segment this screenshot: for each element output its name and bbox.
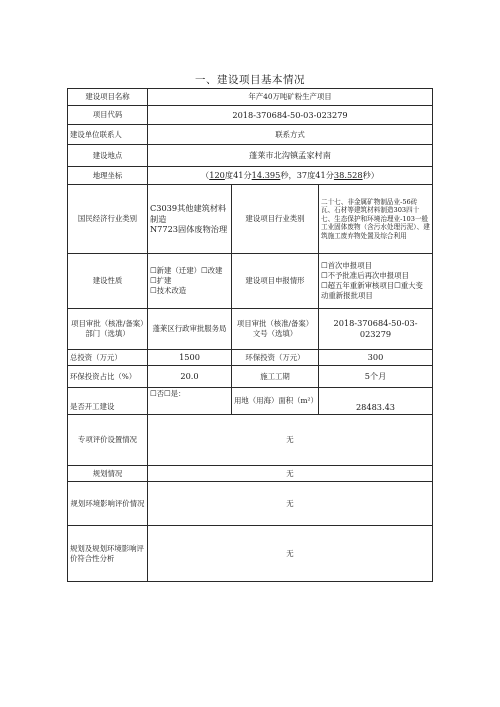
table-row-investment [68, 350, 433, 366]
planning-eia-label: 规划环境影响评价情况 [68, 482, 148, 526]
project-code-value: 2018-370684-50-03-023279 [148, 106, 433, 125]
table-row-coordinates [68, 167, 433, 185]
nature-options [148, 254, 232, 309]
env-ratio-label: 环保投资占比（%） [68, 366, 148, 388]
project-name-label: 建设项目名称 [68, 89, 148, 106]
table-row-approval [68, 309, 433, 350]
planning-eia-value: 无 [148, 482, 433, 526]
env-ratio-value: 20.0 [148, 366, 232, 388]
approval-doc-value: 2018-370684-50-03-023279 [319, 309, 433, 350]
nature-option-new: ☐新建（迁建）☐改建 [150, 266, 223, 276]
planning-label: 规划情况 [68, 466, 148, 482]
nature-label: 建设性质 [68, 254, 148, 309]
location-label: 建设地点 [68, 145, 148, 167]
coord-lat-sec: 38.528 [333, 170, 363, 181]
total-investment-value: 1500 [148, 350, 232, 366]
industry-value-2: N7723固体废物治理 [150, 224, 228, 235]
table-row-planning-eia [68, 482, 433, 526]
table-row-planning [68, 466, 433, 482]
started-value: ☐否☐是： [148, 388, 232, 415]
approval-dept-value: 蓬莱区行政审批服务局 [148, 309, 232, 350]
planning-value: 无 [148, 466, 433, 482]
env-investment-value: 300 [319, 350, 433, 366]
planning-conformity-label: 规划及规划环境影响评价符合性分析 [68, 526, 148, 582]
coord-lon-sec: 14.395 [251, 170, 281, 181]
table-row-location [68, 145, 433, 167]
land-area-label: 用地（用海）面积（m²） [232, 388, 319, 415]
contact-method-label: 联系方式 [148, 125, 433, 145]
project-industry-value: 二十七、非金属矿物制品业-56砖瓦、石材等建筑材料制造303四十七、生态保护和环境治理业-103一般工业固体废物（含污水处理污泥）、建筑施工废弃物处置及综合利用 [319, 185, 433, 254]
declaration-option-resubmit: ☐不予批准后再次申报项目 [321, 271, 409, 281]
table-row-nature [68, 254, 433, 309]
construction-period-label: 施工工期 [232, 366, 319, 388]
declaration-options [319, 254, 433, 309]
section-title: 一、建设项目基本情况 [195, 74, 305, 86]
nature-option-tech: ☐技术改造 [150, 285, 187, 295]
industry-value-1: C3039其他建筑材料制造 [150, 202, 227, 224]
table-row-planning-conformity [68, 526, 433, 582]
coordinates-value [148, 167, 433, 185]
started-label: 是否开工建设 [68, 388, 148, 415]
declaration-option-review: ☐超五年重新审核项目☐重大变动重新报批项目 [321, 281, 423, 300]
nature-option-expand: ☐扩建 [150, 276, 172, 286]
coord-close: 秒） [362, 170, 379, 181]
construction-period-value: 5个月 [319, 366, 433, 388]
project-basic-info-table [67, 88, 433, 582]
coord-open: （ [201, 170, 210, 181]
declaration-option-first: ☐首次申报项目 [321, 261, 372, 271]
approval-doc-label: 项目审批（核准/备案）文号（选填） [232, 309, 319, 350]
table-row-started [68, 388, 433, 415]
coordinates-label: 地理坐标 [68, 167, 148, 185]
contact-label: 建设单位联系人 [68, 125, 148, 145]
project-name-value: 年产40万吨矿粉生产项目 [148, 89, 433, 106]
coord-lon-mid: 度41分 [224, 170, 252, 181]
table-row-ratio [68, 366, 433, 388]
planning-conformity-value: 无 [148, 526, 433, 582]
location-value: 蓬莱市北沟镇孟家村南 [148, 145, 433, 167]
special-eval-label: 专项评价设置情况 [68, 415, 148, 466]
industry-value [148, 185, 232, 254]
industry-label: 国民经济行业类别 [68, 185, 148, 254]
table-row-project-name [68, 89, 433, 106]
table-row-special-eval [68, 415, 433, 466]
table-row-project-code [68, 106, 433, 125]
coord-lon-deg: 120 [209, 170, 225, 181]
env-investment-label: 环保投资（万元） [232, 350, 319, 366]
declaration-label: 建设项目申报情形 [232, 254, 319, 309]
total-investment-label: 总投资（万元） [68, 350, 148, 366]
approval-dept-label: 项目审批（核准/备案）部门（选填） [68, 309, 148, 350]
project-industry-label: 建设项目行业类别 [232, 185, 319, 254]
land-area-value: 28483.43 [319, 388, 433, 415]
table-row-contact [68, 125, 433, 145]
table-row-industry [68, 185, 433, 254]
special-eval-value: 无 [148, 415, 433, 466]
coord-lon-end: 秒，37度41分 [280, 170, 334, 181]
project-code-label: 项目代码 [68, 106, 148, 125]
